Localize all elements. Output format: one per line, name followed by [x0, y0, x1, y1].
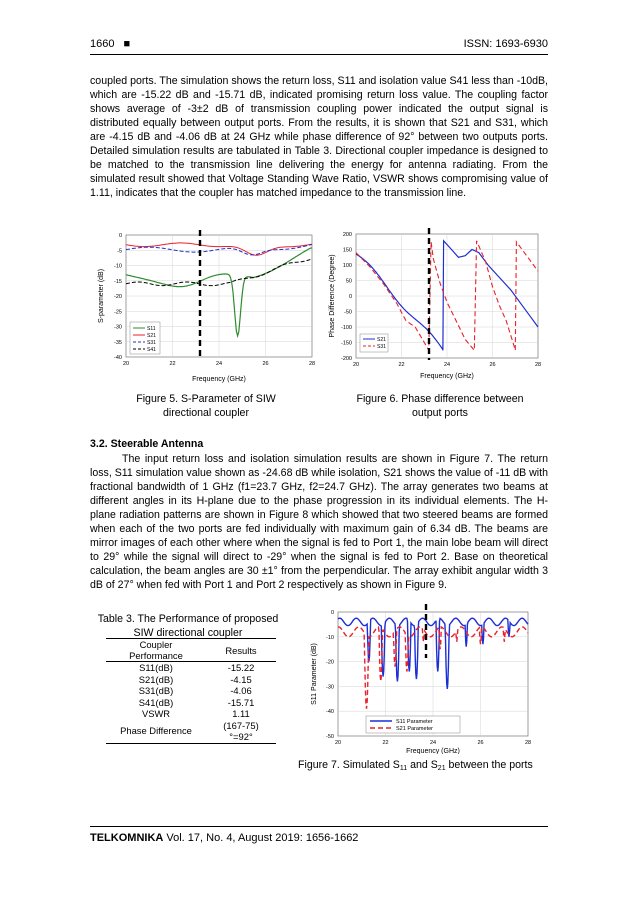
y-tick-label: 150 — [342, 247, 352, 254]
x-tick-label: 20 — [334, 740, 342, 746]
table-row — [106, 708, 276, 720]
x-tick-label: 20 — [122, 361, 130, 367]
table-cell-value: (167-75)°=92° — [206, 720, 276, 744]
issn: ISSN: 1693-6930 — [463, 38, 548, 50]
figure-6-xlabel: Frequency (GHz) — [420, 373, 474, 380]
figure-6-legend — [360, 334, 388, 352]
table-cell-value: -4.06 — [230, 685, 252, 696]
figure-7-caption: Figure 7. Simulated $S_{11}$ and $S_{21}$ between the ports — [298, 759, 533, 772]
y-tick-label: -30 — [326, 684, 334, 691]
legend-s21-parameter: S21 Parameter — [396, 726, 433, 732]
y-tick-label: -10 — [326, 634, 334, 641]
header-rule — [90, 54, 548, 55]
table-cell-metric: S31(dB) — [138, 685, 174, 696]
x-tick-label: 24 — [429, 740, 437, 746]
table-cell-value: -15.22 — [227, 662, 255, 673]
table-row — [106, 662, 276, 674]
table-row — [106, 674, 276, 686]
y-tick-label: -40 — [114, 355, 122, 361]
y-tick-label: 100 — [342, 263, 352, 269]
table-cell-metric: Phase Difference — [106, 720, 206, 744]
table-cell-value: 1.11 — [232, 708, 250, 719]
x-tick-label: 26 — [489, 362, 496, 368]
legend-s11: S11 — [147, 326, 156, 332]
y-tick-label: -200 — [340, 356, 352, 362]
x-tick-label: 28 — [308, 361, 316, 367]
x-tick-label: 22 — [382, 740, 389, 746]
body-paragraph-2: The input return loss and isolation simulation results are shown in Figure 7. The return loss, S11 simulation value shown as -24.68 dB while isolation, S21 shows the value of -11 dB with fractional bandwidth of 1 GHz (f1=23.7 GHz, f2=24.7 GHz). The array generates two beams at different angles in its H-plane due to the phase progression in its individual elements. The H-plane radiation patterns are shown in Figure 8 which showed that two steered beams are formed when each of the two ports are fed individually with maximum gain of 6.34 dB. The beams are mirror images of each other where when the signal is fed to Port 1, the main lobe beam will direct to 29° while the signal will direct to -29° when the signal is fed to Port 2. Base on theoretical calculation, the beam angles are 30 ±1° from the perpendicular. The array exhibit angular width 3 dB of 27° when fed with Port 1 and Port 2 respectively as shown in Figure 9. — [90, 453, 548, 591]
x-tick-label: 26 — [262, 361, 269, 367]
y-tick-label: -35 — [114, 339, 122, 346]
figure-7-ylabel: S11 Parameter (dB) — [311, 643, 318, 705]
table-cell-value: -15.71 — [227, 696, 255, 708]
table-header-row: Coupler Performance Results — [106, 639, 276, 662]
x-tick-label: 20 — [352, 362, 360, 368]
y-tick-label: -150 — [340, 340, 352, 347]
y-tick-label: 50 — [345, 278, 352, 285]
square-icon: ■ — [123, 38, 131, 50]
figure-5-xlabel: Frequency (GHz) — [192, 376, 246, 383]
x-tick-label: 28 — [534, 362, 542, 368]
section-title: 3.2. Steerable Antenna — [90, 438, 204, 450]
figure-6-caption: Figure 6. Phase difference between output ports — [356, 393, 524, 419]
y-tick-label: 0 — [118, 233, 122, 239]
y-tick-label: -50 — [344, 309, 352, 316]
y-tick-label: -40 — [326, 709, 334, 716]
legend-s11-parameter: S11 Parameter — [396, 719, 433, 725]
x-tick-label: 28 — [524, 740, 532, 746]
x-tick-label: 22 — [169, 361, 176, 367]
table-cell-metric: VSWR — [141, 708, 171, 719]
figure-5-legend — [130, 322, 160, 354]
body-paragraph-1: coupled ports. The simulation shows the return loss, S11 and isolation value S41 less than -10dB, which are -15.22 dB and -15.71 dB, indicated promising return loss value. The coupling factor shows average of -3±2 dB of transmission coupling power indicated the output signal is distributed equally between output ports. From the results, it is shown that S21 and S31, which are -4.15 dB and -4.06 dB at 24 GHz while phase difference of 92° between two outputs ports. Detailed simulation results are tabulated in Table 3. Directional coupler impedance is designed to be matched to the transmission line delivering the energy for antenna radiating. From the simulated result showed that Voltage Standing Wave Ratio, VSWR shows compromising value of 1.11, indicates that the coupler has matched impedance to the transmission line. — [90, 75, 548, 199]
y-tick-label: -50 — [326, 734, 334, 740]
table-row — [106, 720, 276, 744]
table-row — [106, 685, 276, 697]
y-tick-label: -25 — [114, 309, 122, 316]
figure-5-caption: Figure 5. S-Parameter of SIW directional coupler — [136, 393, 276, 419]
legend-s31: S31 — [377, 344, 386, 350]
y-tick-label: -5 — [117, 248, 122, 255]
footer-rule — [90, 826, 548, 827]
y-tick-label: 200 — [342, 232, 352, 238]
table-row — [106, 697, 276, 709]
table-cell-value: -4.15 — [230, 673, 252, 685]
table-cell-metric: S21(dB) — [138, 673, 174, 685]
figure-6-chart — [326, 226, 550, 388]
figure-7-legend — [366, 716, 460, 733]
figure-5-chart — [90, 228, 320, 388]
page-number: 1660 ■ — [90, 38, 131, 50]
x-tick-label: 24 — [215, 361, 223, 367]
y-tick-label: -20 — [114, 294, 122, 300]
figure-5-ylabel: S-parameter (dB) — [98, 268, 105, 324]
legend-s21: S21 — [147, 333, 156, 339]
y-tick-label: -30 — [114, 324, 122, 331]
y-tick-label: 0 — [348, 294, 352, 300]
y-tick-label: -15 — [114, 278, 122, 285]
table-cell-metric: S11(dB) — [139, 662, 173, 673]
x-tick-label: 24 — [443, 362, 451, 368]
legend-s41: S41 — [147, 347, 156, 353]
legend-s21: S21 — [377, 337, 386, 343]
y-tick-label: 0 — [330, 610, 334, 616]
x-tick-label: 22 — [398, 362, 405, 368]
footer-citation: TELKOMNIKA Vol. 17, No. 4, August 2019: 1656-1662 — [90, 832, 359, 844]
y-tick-label: -20 — [326, 659, 334, 666]
y-tick-label: -100 — [340, 325, 352, 331]
legend-s31: S31 — [147, 340, 156, 346]
x-tick-label: 26 — [477, 740, 484, 746]
figure-7-xlabel: Frequency (GHz) — [406, 748, 460, 754]
figure-6-ylabel: Phase Difference (Degree) — [329, 254, 336, 338]
figure-7-chart — [300, 588, 532, 754]
table-3-caption: Table 3. The Performance of proposed SIW directional coupler — [97, 613, 279, 639]
y-tick-label: -10 — [114, 263, 122, 270]
performance-table — [106, 638, 276, 744]
table-cell-metric: S41(dB) — [138, 696, 174, 708]
